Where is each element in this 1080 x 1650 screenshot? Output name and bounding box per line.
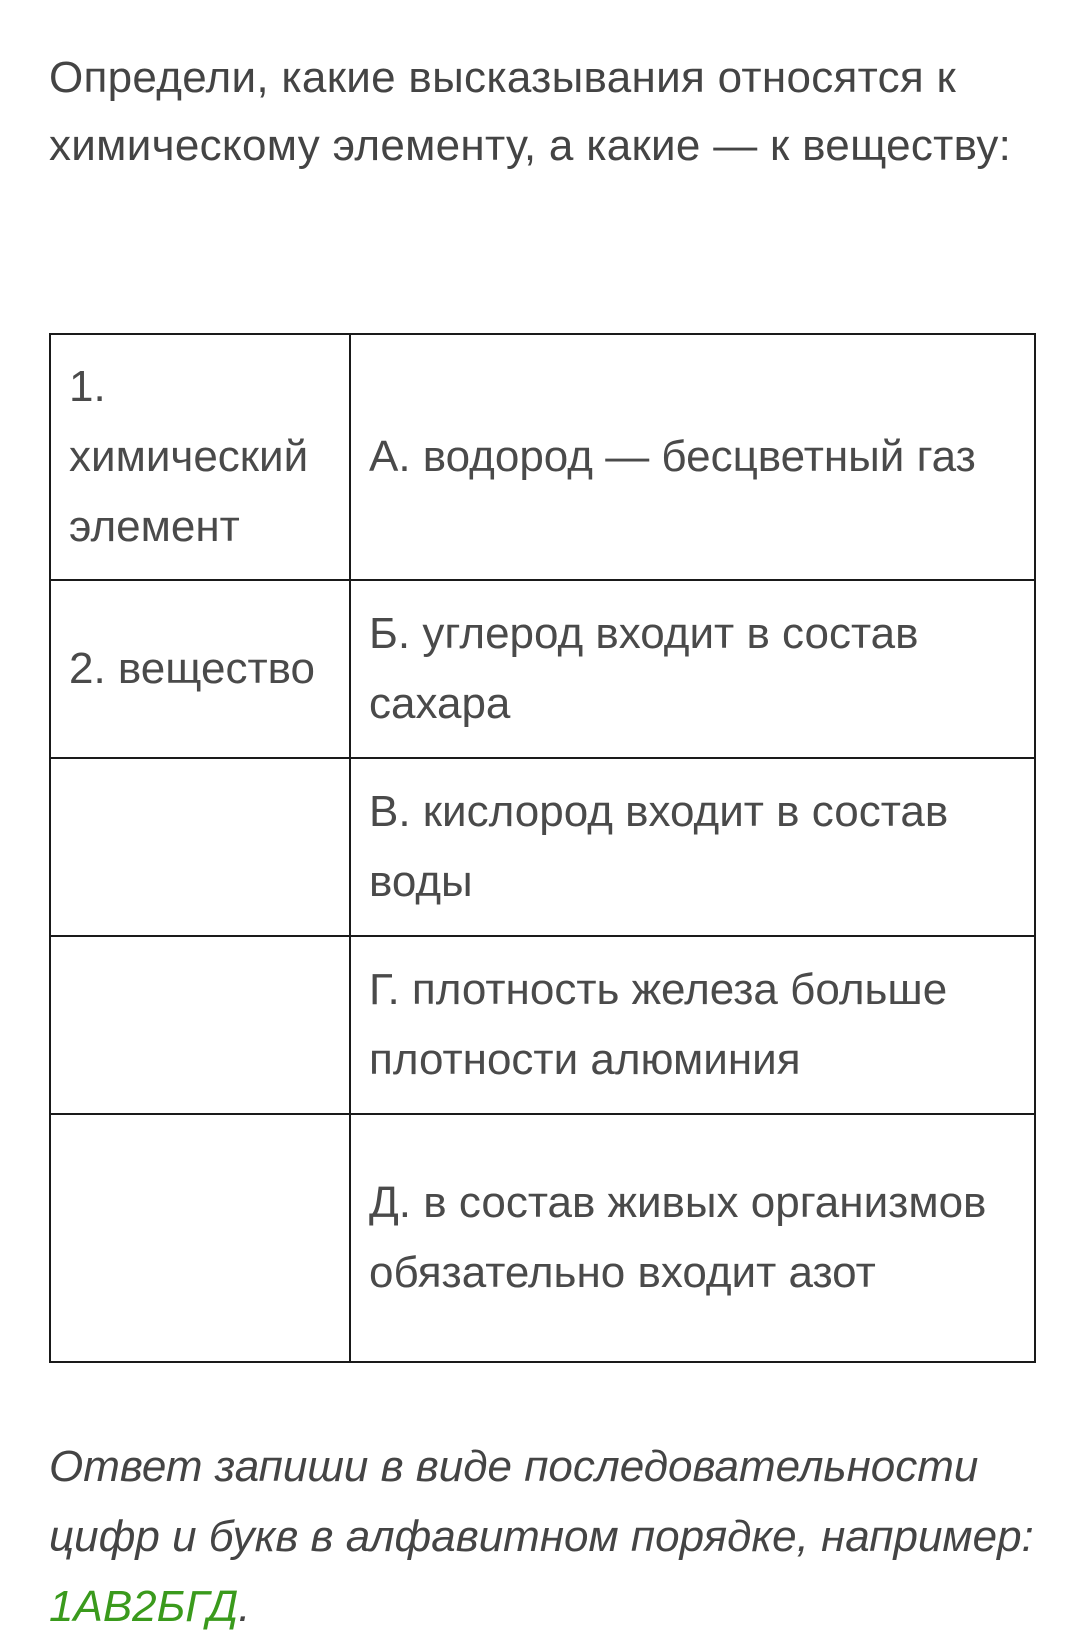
category-cell: 2. вещество: [50, 580, 350, 758]
instruction-end: .: [238, 1582, 251, 1631]
statement-cell: А. водород — бесцветный газ: [350, 334, 1035, 580]
table-row: [50, 1114, 1035, 1362]
table-row: [50, 334, 1035, 580]
matching-table: [49, 333, 1036, 1363]
table-row: [50, 580, 1035, 758]
table-row: [50, 758, 1035, 936]
instruction-text: Ответ запиши в виде последовательности цифр и букв в алфавитном порядке, например:: [49, 1442, 1034, 1561]
question-text: Определи, какие высказывания относятся к химическому элементу, а какие — к веществу:: [49, 53, 1012, 170]
category-cell: 1. химический элемент: [50, 334, 350, 580]
category-cell: [50, 1114, 350, 1362]
category-cell: [50, 758, 350, 936]
category-cell: [50, 936, 350, 1114]
statement-cell: В. кислород входит в состав воды: [350, 758, 1035, 936]
answer-instruction: [49, 1432, 1039, 1642]
statement-cell: Г. плотность железа больше плотности алюминия: [350, 936, 1035, 1114]
example-answer: 1АВ2БГД: [49, 1582, 239, 1631]
statement-cell: Д. в состав живых организмов обязательно входит азот: [350, 1114, 1035, 1362]
table-row: [50, 936, 1035, 1114]
statement-cell: Б. углерод входит в состав сахара: [350, 580, 1035, 758]
